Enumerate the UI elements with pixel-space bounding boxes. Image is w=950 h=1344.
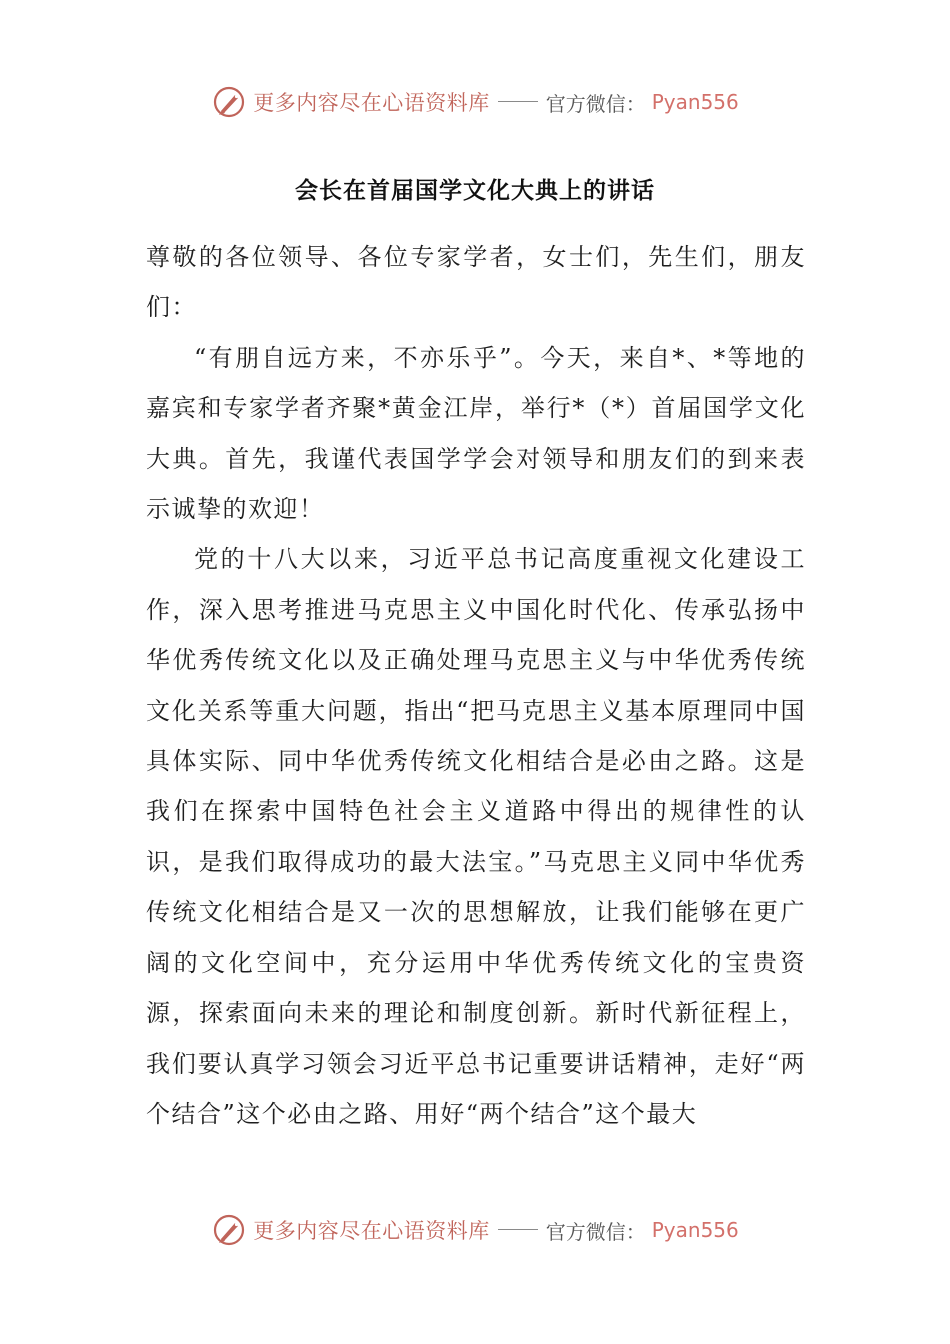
paragraph-1: “有朋自远方来，不亦乐乎”。今天，来自*、*等地的嘉宾和专家学者齐聚*黄金江岸，举行*（*）首届国学文化大典。首先，我谨代表国学学会对领导和朋友们的到来表示诚挚的欢迎！ <box>146 343 806 524</box>
watermark-divider <box>498 1229 538 1230</box>
document-title: 会长在首届国学文化大典上的讲话 <box>295 178 655 204</box>
watermark-site-text: 更多内容尽在心语资料库 <box>253 91 490 115</box>
document-body <box>146 232 806 1139</box>
watermark-contact-id: Pyan556 <box>651 90 739 114</box>
watermark-divider <box>498 101 538 102</box>
salutation: 尊敬的各位领导、各位专家学者，女士们，先生们，朋友们： <box>146 243 806 322</box>
header-watermark <box>0 80 950 124</box>
pen-nib-circle-icon <box>211 1212 247 1248</box>
footer-watermark <box>0 1208 950 1252</box>
watermark-contact-label: 官方微信： <box>545 1219 646 1244</box>
pen-nib-circle-icon <box>211 84 247 120</box>
watermark-site-text: 更多内容尽在心语资料库 <box>253 1219 490 1243</box>
paragraph-2: 党的十八大以来，习近平总书记高度重视文化建设工作，深入思考推进马克思主义中国化时代化、传承弘扬中华优秀传统文化以及正确处理马克思主义与中华优秀传统文化关系等重大问题，指出“把马克思主义基本原理同中国具体实际、同中华优秀传统文化相结合是必由之路。这是我们在探索中国特色社会主义道路中得出的规律性的认识，是我们取得成功的最大法宝。”马克思主义同中华优秀传统文化相结合是又一次的思想解放，让我们能够在更广阔的文化空间中，充分运用中华优秀传统文化的宝贵资源，探索面向未来的理论和制度创新。新时代新征程上，我们要认真学习领会习近平总书记重要讲话精神，走好“两个结合”这个必由之路、用好“两个结合”这个最大 <box>146 545 806 1128</box>
watermark-contact-label: 官方微信： <box>545 91 646 116</box>
watermark-contact-id: Pyan556 <box>651 1218 739 1242</box>
